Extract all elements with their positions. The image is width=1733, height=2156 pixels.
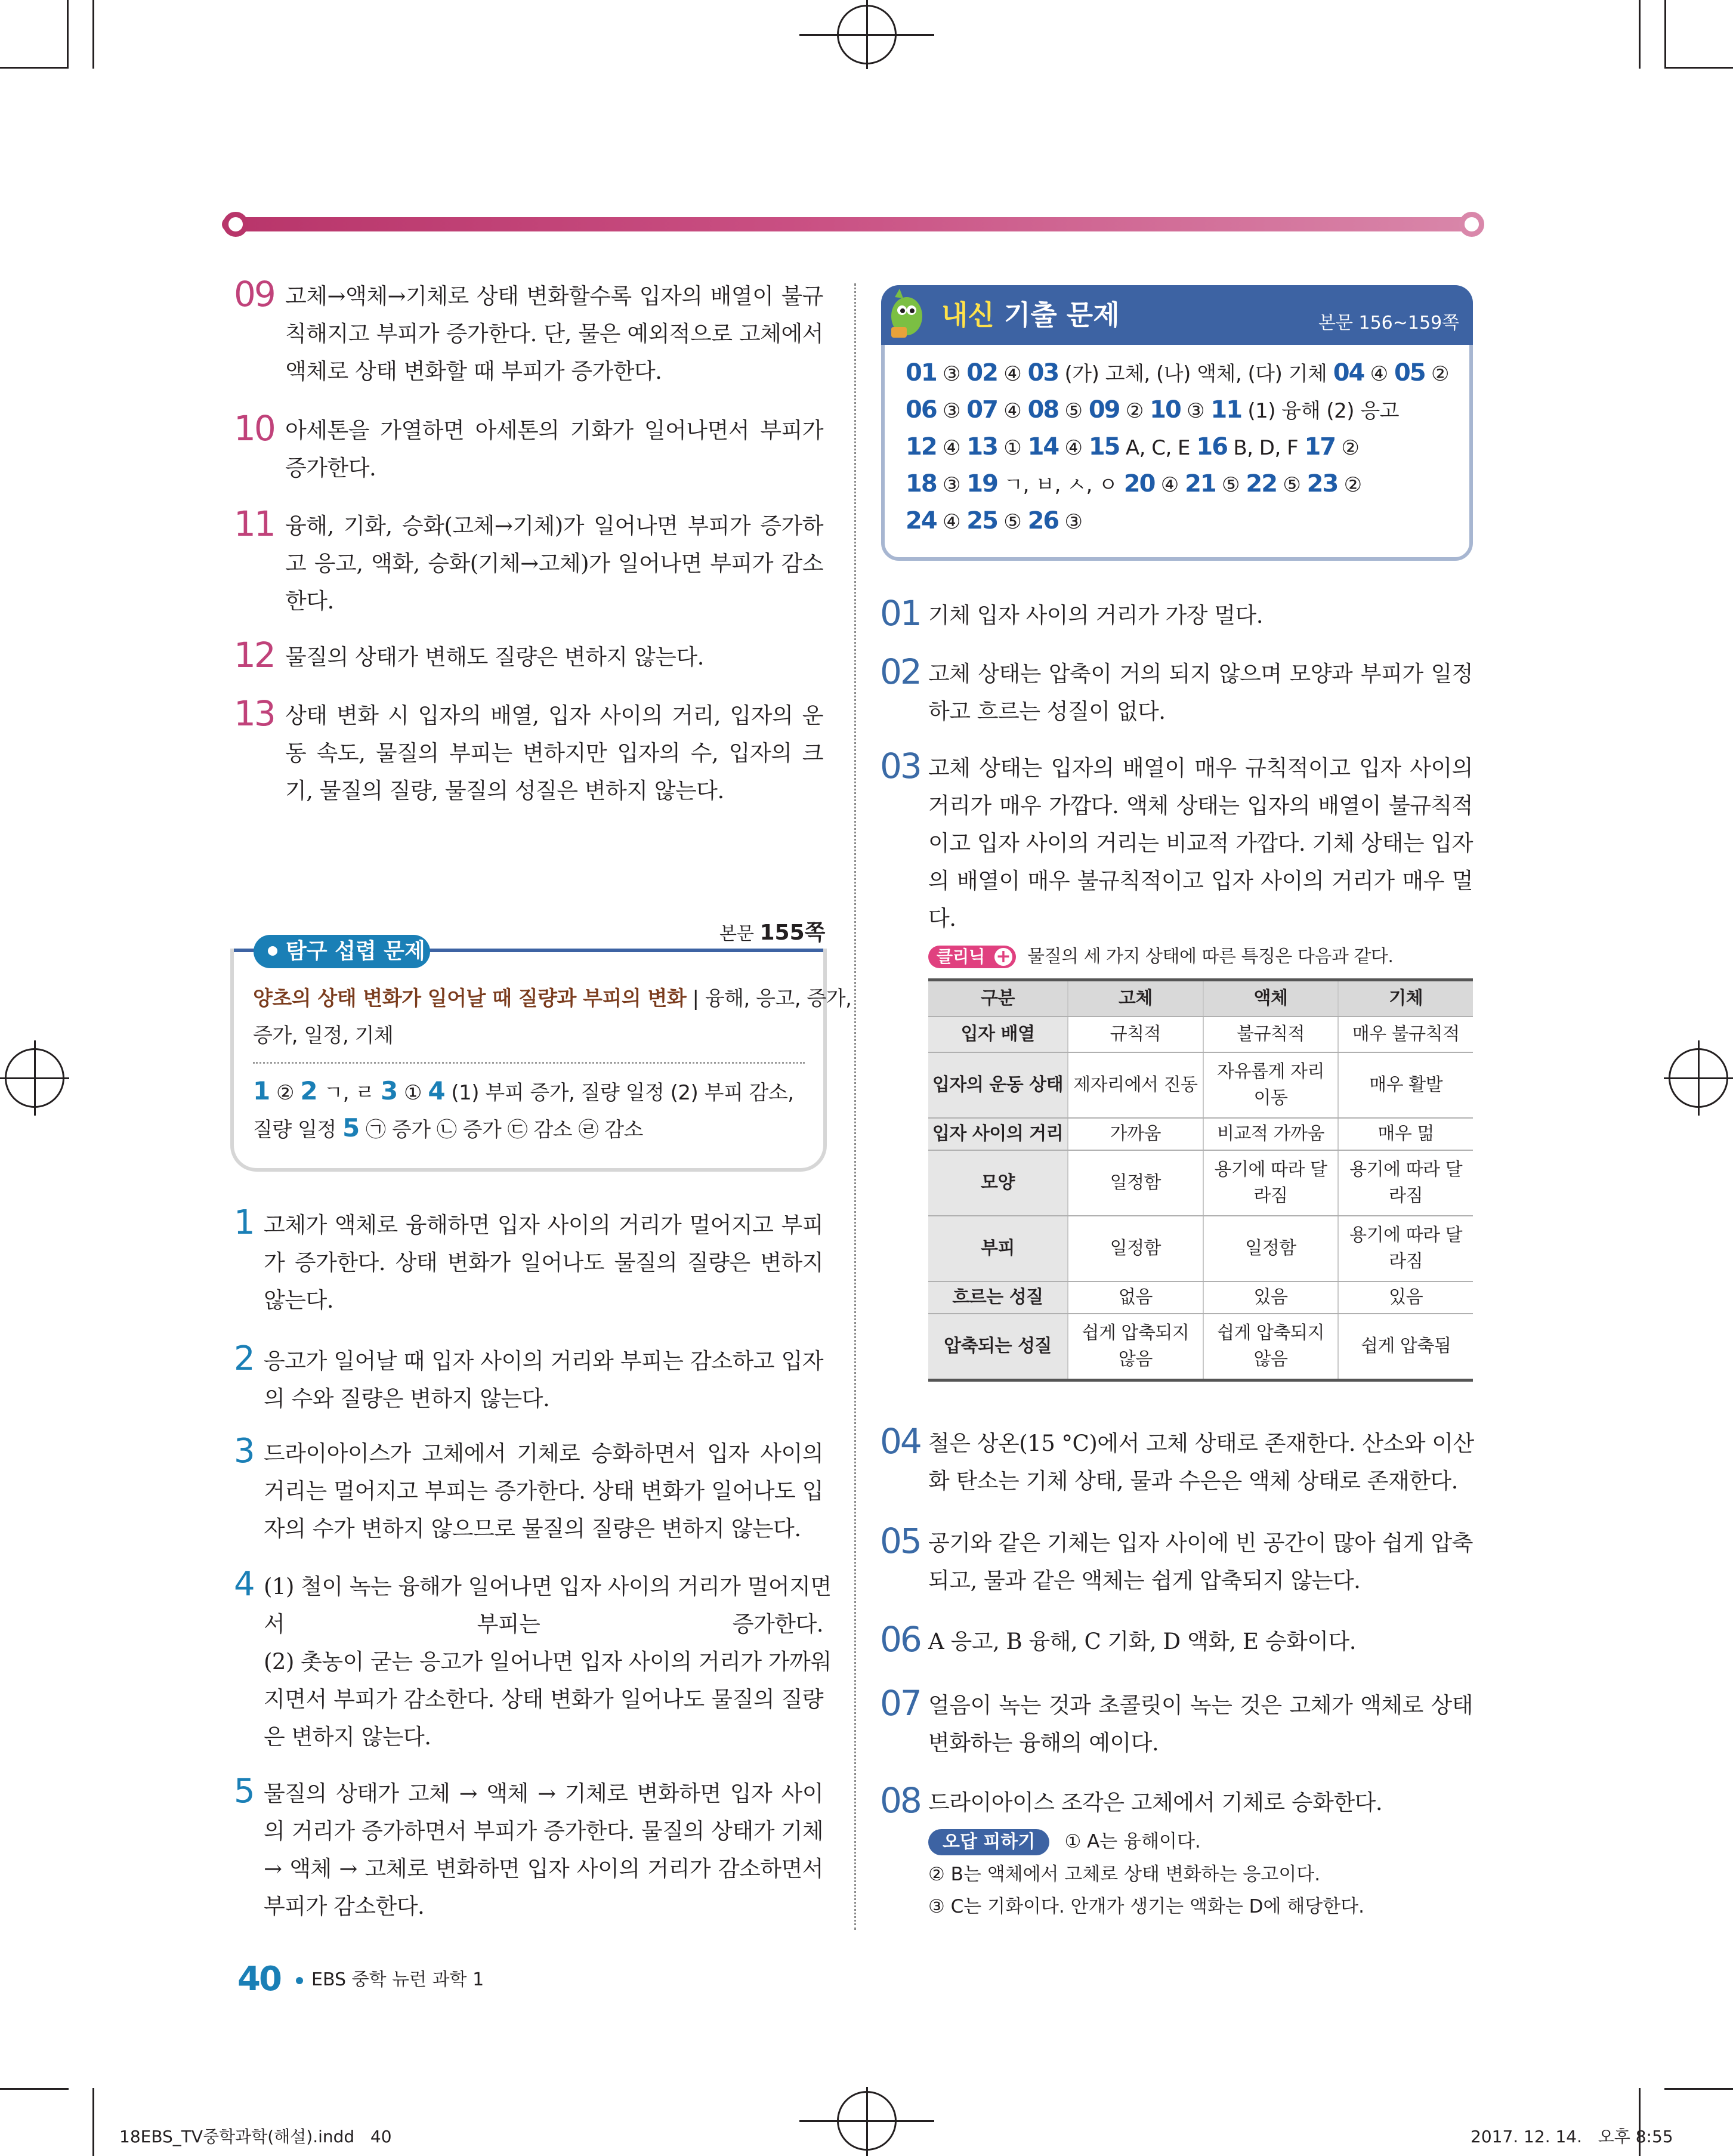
item-line: 상태 변화 시 입자의 배열, 입자 사이의 거리, 입자의 운 <box>285 703 823 728</box>
inquiry-answer-text: ㄱ, ㄹ <box>317 1081 381 1105</box>
table-row <box>928 1216 1473 1281</box>
table-row-header: 모양 <box>928 1150 1068 1216</box>
table-cell: 자유롭게 자리 이동 <box>1203 1052 1339 1118</box>
exam-answer-number: 05 <box>1394 359 1425 387</box>
table-cell: 용기에 따라 달라짐 <box>1338 1216 1473 1281</box>
item-number: 04 <box>880 1421 920 1462</box>
item-text <box>264 1342 823 1417</box>
table-row <box>928 1017 1473 1052</box>
item-line: 이고 입자 사이의 거리는 비교적 가깝다. 기체 상태는 입자 <box>928 830 1473 856</box>
inquiry-topic-line2: 증가, 일정, 기체 <box>253 1024 394 1048</box>
item-line: 고체→액체→기체로 상태 변화할수록 입자의 배열이 불규 <box>285 283 823 309</box>
item-line: 의 배열이 매우 불규칙적이고 입자 사이의 거리가 매우 멀 <box>928 868 1473 894</box>
item-line: 서 부피는 증가한다. <box>264 1611 823 1637</box>
registration-mark-left <box>34 1040 36 1116</box>
inquiry-ans2-num: 5 <box>342 1113 360 1142</box>
inquiry-separator <box>253 1062 805 1064</box>
item-line: 한다. <box>285 588 334 614</box>
table-cell: 쉽게 압축됨 <box>1338 1314 1473 1380</box>
table-cell: 비교적 가까움 <box>1203 1118 1339 1150</box>
exam-ref: 본문 156~159쪽 <box>1318 313 1460 333</box>
exam-answer-number: 21 <box>1185 470 1216 498</box>
item-number: 2 <box>234 1339 254 1378</box>
inquiry-title <box>254 935 430 968</box>
exam-answer-number: 06 <box>906 396 937 424</box>
item-line: 고체 상태는 압축이 거의 되지 않으며 모양과 부피가 일정 <box>928 661 1473 687</box>
crop-mark <box>1639 0 1641 69</box>
item-line: 가 증가한다. 상태 변화가 일어나도 물질의 질량은 변하지 <box>264 1250 823 1275</box>
exam-answer-row <box>906 428 1359 467</box>
table-header-cell: 액체 <box>1203 980 1339 1017</box>
item-line: 지면서 부피가 감소한다. 상태 변화가 일어나도 물질의 질량 <box>264 1687 823 1712</box>
slug-time: 2017. 12. 14. 오후 8:55 <box>1471 2127 1673 2146</box>
table-cell: 없음 <box>1068 1281 1203 1314</box>
item-number: 10 <box>234 408 274 449</box>
item-line: (1) 철이 녹는 융해가 일어나면 입자 사이의 거리가 멀어지면 <box>264 1574 832 1599</box>
exam-answer-value: B, D, F <box>1227 436 1299 460</box>
item-text <box>928 1524 1473 1599</box>
crop-mark <box>92 0 94 69</box>
table-row <box>928 1314 1473 1380</box>
clinic-line <box>928 941 1393 968</box>
table-cell: 쉽게 압축되지 않음 <box>1068 1314 1203 1380</box>
exam-answer-value: (가) 고체, (나) 액체, (다) 기체 <box>1058 362 1327 386</box>
table-header-cell: 구분 <box>928 980 1068 1017</box>
table-cell: 제자리에서 진동 <box>1068 1052 1203 1118</box>
exam-answer-number: 16 <box>1196 433 1228 461</box>
header-bar-dot <box>1459 212 1484 237</box>
exam-answer-number: 07 <box>966 396 997 424</box>
item-line: 드라이아이스 조각은 고체에서 기체로 승화한다. <box>928 1790 1383 1815</box>
inquiry-ans2-post: ㉠ 증가 ㉡ 증가 ㉢ 감소 ㉣ 감소 <box>359 1118 643 1142</box>
item-number: 06 <box>880 1619 920 1660</box>
table-row-header: 입자 사이의 거리 <box>928 1118 1068 1150</box>
exam-answer-number: 03 <box>1027 359 1059 387</box>
item-line: 의 거리가 증가하면서 부피가 증가한다. 물질의 상태가 기체 <box>264 1818 823 1844</box>
exam-answer-value: ④ <box>1058 436 1083 460</box>
table-cell: 매우 불규칙적 <box>1338 1017 1473 1052</box>
item-line: (2) 촛농이 굳는 응고가 일어나면 입자 사이의 거리가 가까워 <box>264 1649 832 1675</box>
crop-mark <box>0 2088 69 2090</box>
table-row-header: 흐르는 성질 <box>928 1281 1068 1314</box>
mascot-icon <box>883 285 931 345</box>
table-header-row <box>928 980 1473 1017</box>
inquiry-ref-label: 본문 <box>719 923 760 944</box>
table-row <box>928 1052 1473 1118</box>
item-line: 융해, 기화, 승화(고체→기체)가 일어나면 부피가 증가하 <box>285 513 823 539</box>
item-line: 응고가 일어날 때 입자 사이의 거리와 부피는 감소하고 입자 <box>264 1348 823 1374</box>
item-text <box>285 697 823 810</box>
inquiry-title-text: 탐구 섭렵 문제 <box>286 939 425 963</box>
item-line: 하고 흐르는 성질이 없다. <box>928 699 1166 724</box>
table-cell: 불규칙적 <box>1203 1017 1339 1052</box>
item-line: 의 수와 질량은 변하지 않는다. <box>264 1386 550 1411</box>
exam-answer-value: ② <box>1335 436 1360 460</box>
item-line: 동 속도, 물질의 부피는 변하지만 입자의 수, 입자의 크 <box>285 740 823 766</box>
exam-answer-number: 20 <box>1123 470 1155 498</box>
slug-file: 18EBS_TV중학과학(해설).indd 40 <box>119 2127 392 2146</box>
inquiry-topic <box>253 980 851 1017</box>
exam-answer-number: 01 <box>906 359 937 387</box>
avoid-text: ③ C는 기화이다. 안개가 생기는 액화는 D에 해당한다. <box>928 1896 1364 1917</box>
table-cell: 쉽게 압축되지 않음 <box>1203 1314 1339 1380</box>
table-row-header: 압축되는 성질 <box>928 1314 1068 1380</box>
item-number: 09 <box>234 274 274 314</box>
item-line: 물질의 상태가 변해도 질량은 변하지 않는다. <box>285 644 704 670</box>
exam-answer-value: ④ <box>936 510 960 534</box>
exam-answer-value: ⑤ <box>1215 473 1240 497</box>
clinic-text: 물질의 세 가지 상태에 따른 특징은 다음과 같다. <box>1027 946 1394 967</box>
item-line: 칙해지고 부피가 증가한다. 단, 물은 예외적으로 고체에서 <box>285 321 823 347</box>
registration-mark-bottom <box>866 2087 868 2156</box>
item-number: 02 <box>880 651 920 692</box>
exam-answer-number: 02 <box>966 359 997 387</box>
item-number: 07 <box>880 1683 920 1723</box>
registration-mark-top <box>866 0 868 69</box>
header-bar <box>222 217 1483 231</box>
avoid-badge: 오답 피하기 <box>928 1829 1049 1855</box>
exam-answer-number: 23 <box>1306 470 1338 498</box>
avoid-text: ① A는 융해이다. <box>1064 1831 1201 1852</box>
inquiry-answer-number: 1 <box>253 1076 270 1105</box>
exam-answer-value: ④ <box>997 399 1022 423</box>
inquiry-ref-page: 155쪽 <box>759 921 826 945</box>
item-number: 13 <box>234 693 274 734</box>
item-line: 철은 상온(15 °C)에서 고체 상태로 존재한다. 산소와 이산 <box>928 1431 1474 1456</box>
exam-answer-value: ② <box>1425 362 1449 386</box>
exam-answer-value: ③ <box>936 362 960 386</box>
item-line: 아세톤을 가열하면 아세톤의 기화가 일어나면서 부피가 <box>285 418 823 443</box>
item-number: 3 <box>234 1432 254 1471</box>
item-text <box>928 597 1473 634</box>
exam-answer-number: 24 <box>906 507 937 535</box>
item-text <box>285 507 823 620</box>
exam-answer-value: ③ <box>1058 510 1083 534</box>
item-line: 거리가 매우 가깝다. 액체 상태는 입자의 배열이 불규칙적 <box>928 793 1473 818</box>
item-text <box>264 1775 823 1925</box>
crop-mark <box>1664 0 1666 69</box>
table-row <box>928 1118 1473 1150</box>
item-line: → 액체 → 고체로 변화하면 입자 사이의 거리가 감소하면서 <box>264 1856 823 1882</box>
exam-answer-number: 22 <box>1246 470 1277 498</box>
item-line: 고체가 액체로 융해하면 입자 사이의 거리가 멀어지고 부피 <box>264 1212 823 1238</box>
exam-answer-value: ④ <box>936 436 960 460</box>
item-number: 05 <box>880 1521 920 1561</box>
exam-answer-row <box>906 465 1362 504</box>
item-text <box>285 638 823 676</box>
item-text <box>285 277 823 390</box>
item-text <box>264 1206 823 1319</box>
exam-answer-value: ② <box>1337 473 1362 497</box>
exam-title-b: 기출 문제 <box>994 299 1120 331</box>
item-number: 5 <box>234 1772 254 1811</box>
avoid-line1 <box>928 1826 1201 1855</box>
exam-answer-value: ⑤ <box>997 510 1022 534</box>
item-text <box>928 1425 1473 1500</box>
exam-answer-number: 11 <box>1210 396 1242 424</box>
exam-answer-number: 26 <box>1027 507 1059 535</box>
item-number: 4 <box>234 1565 254 1604</box>
inquiry-answer-number: 3 <box>381 1076 398 1105</box>
table-cell: 매우 멂 <box>1338 1118 1473 1150</box>
exam-answer-number: 25 <box>966 507 997 535</box>
inquiry-answer-number: 4 <box>428 1076 446 1105</box>
inquiry-answer-text: (1) 부피 증가, 질량 일정 (2) 부피 감소, <box>445 1081 794 1105</box>
exam-answer-value: ⑤ <box>1277 473 1301 497</box>
exam-answer-number: 14 <box>1027 433 1059 461</box>
header-bar-dot <box>223 212 248 237</box>
clinic-plus-icon: + <box>994 948 1012 966</box>
item-number: 11 <box>234 504 274 544</box>
table-header-cell: 고체 <box>1068 980 1203 1017</box>
exam-answer-value: ④ <box>997 362 1022 386</box>
page-number: 40 <box>237 1960 280 1999</box>
crop-mark <box>67 0 69 69</box>
exam-answer-number: 09 <box>1088 396 1120 424</box>
item-line: 증가한다. <box>285 455 376 481</box>
item-line: 기, 물질의 질량, 물질의 성질은 변하지 않는다. <box>285 778 724 804</box>
item-line: 되고, 물과 같은 액체는 쉽게 압축되지 않는다. <box>928 1568 1361 1593</box>
exam-answer-value: ③ <box>936 399 960 423</box>
item-line: 고체 상태는 입자의 배열이 매우 규칙적이고 입자 사이의 <box>928 755 1473 781</box>
crop-mark <box>0 67 69 69</box>
table-cell: 일정함 <box>1068 1216 1203 1281</box>
exam-answer-number: 10 <box>1150 396 1181 424</box>
exam-answer-value: ③ <box>1180 399 1205 423</box>
exam-answer-number: 12 <box>906 433 937 461</box>
item-number: 01 <box>880 593 920 634</box>
table-cell: 용기에 따라 달라짐 <box>1338 1150 1473 1216</box>
crop-mark <box>1664 2088 1733 2090</box>
item-line: 물질의 상태가 고체 → 액체 → 기체로 변화하면 입자 사이 <box>264 1781 823 1806</box>
inquiry-answer-text: ① <box>397 1081 428 1105</box>
clinic-badge <box>928 946 1016 968</box>
item-text <box>285 412 823 487</box>
item-line: 고 응고, 액화, 승화(기체→고체)가 일어나면 부피가 감소 <box>285 551 823 576</box>
inquiry-answer-number: 2 <box>300 1076 318 1105</box>
item-line: 공기와 같은 기체는 입자 사이에 빈 공간이 많아 쉽게 압축 <box>928 1530 1473 1556</box>
item-text <box>928 1687 1473 1762</box>
exam-answer-row <box>906 354 1449 393</box>
table-cell: 있음 <box>1203 1281 1339 1314</box>
item-text <box>264 1435 823 1547</box>
item-line: 드라이아이스가 고체에서 기체로 승화하면서 입자 사이의 <box>264 1441 823 1466</box>
item-line: 얼음이 녹는 것과 초콜릿이 녹는 것은 고체가 액체로 상태 <box>928 1692 1473 1718</box>
item-line: 은 변하지 않는다. <box>264 1724 431 1750</box>
table-row <box>928 1281 1473 1314</box>
exam-answer-number: 04 <box>1333 359 1364 387</box>
item-text <box>928 1623 1473 1660</box>
item-number: 12 <box>234 635 274 675</box>
exam-answer-number: 19 <box>966 470 997 498</box>
table-row-header: 입자의 운동 상태 <box>928 1052 1068 1118</box>
table-header-cell: 기체 <box>1338 980 1473 1017</box>
item-number: 1 <box>234 1203 254 1242</box>
exam-answer-row <box>906 391 1399 430</box>
footer-dot <box>296 1977 303 1984</box>
table-cell: 일정함 <box>1203 1216 1339 1281</box>
item-line: 거리는 멀어지고 부피는 증가한다. 상태 변화가 일어나도 입 <box>264 1478 823 1504</box>
exam-answer-row <box>906 502 1083 540</box>
exam-answer-value: ② <box>1119 399 1144 423</box>
inquiry-answers-line1 <box>253 1073 794 1111</box>
avoid-text: ② B는 액체에서 고체로 상태 변화하는 응고이다. <box>928 1864 1321 1885</box>
exam-answer-value: ④ <box>1364 362 1388 386</box>
item-line: 변화하는 융해의 예이다. <box>928 1730 1159 1756</box>
exam-answer-value: ① <box>997 436 1022 460</box>
exam-answer-value: (1) 융해 (2) 응고 <box>1241 399 1400 423</box>
registration-mark-right <box>1698 1040 1700 1116</box>
table-cell: 일정함 <box>1068 1150 1203 1216</box>
exam-answer-value: ⑤ <box>1058 399 1083 423</box>
exam-answer-number: 08 <box>1027 396 1059 424</box>
item-line: 화 탄소는 기체 상태, 물과 수은은 액체 상태로 존재한다. <box>928 1468 1458 1494</box>
states-table <box>928 978 1473 1382</box>
exam-answer-number: 17 <box>1304 433 1336 461</box>
item-text <box>928 749 1473 937</box>
table-row-header: 입자 배열 <box>928 1017 1068 1052</box>
exam-answer-value: A, C, E <box>1119 436 1191 460</box>
exam-answer-value: ㄱ, ㅂ, ㅅ, ㅇ <box>997 473 1118 497</box>
clinic-label: 클리닉 <box>937 947 986 966</box>
exam-answer-number: 18 <box>906 470 937 498</box>
item-text <box>264 1568 832 1756</box>
item-number: 08 <box>880 1780 920 1821</box>
item-text <box>928 655 1473 730</box>
table-cell: 매우 활발 <box>1338 1052 1473 1118</box>
exam-answer-value: ④ <box>1154 473 1179 497</box>
footer-book-title: EBS 중학 뉴런 과학 1 <box>311 1969 484 1990</box>
exam-title-a: 내신 <box>941 299 994 331</box>
item-line: 자의 수가 변하지 않으므로 물질의 질량은 변하지 않는다. <box>264 1516 801 1542</box>
item-line: 기체 입자 사이의 거리가 가장 멀다. <box>928 603 1263 628</box>
inquiry-topic-rest: | 융해, 응고, 증가, <box>686 987 852 1011</box>
column-divider <box>854 283 856 1930</box>
exam-answer-number: 15 <box>1088 433 1120 461</box>
table-row-header: 부피 <box>928 1216 1068 1281</box>
item-text <box>928 1784 1473 1821</box>
inquiry-answers-line2 <box>253 1110 643 1148</box>
inquiry-topic-title: 양초의 상태 변화가 일어날 때 질량과 부피의 변화 <box>253 987 687 1011</box>
inquiry-answer-text: ② <box>270 1081 301 1105</box>
item-line: A 응고, B 융해, C 기화, D 액화, E 승화이다. <box>928 1629 1356 1654</box>
inquiry-ref <box>719 919 825 949</box>
item-line: 않는다. <box>264 1287 333 1313</box>
crop-mark <box>1664 67 1733 69</box>
table-cell: 가까움 <box>1068 1118 1203 1150</box>
crop-mark <box>92 2088 94 2156</box>
item-line: 액체로 상태 변화할 때 부피가 증가한다. <box>285 359 662 384</box>
item-line: 부피가 감소한다. <box>264 1894 425 1919</box>
item-number: 03 <box>880 746 920 786</box>
table-cell: 규칙적 <box>1068 1017 1203 1052</box>
table-cell: 있음 <box>1338 1281 1473 1314</box>
inquiry-ans2-pre: 질량 일정 <box>253 1118 342 1142</box>
exam-title <box>941 298 1120 332</box>
table-cell: 용기에 따라 달라짐 <box>1203 1150 1339 1216</box>
item-line: 다. <box>928 906 956 931</box>
exam-answer-value: ③ <box>936 473 960 497</box>
exam-answer-number: 13 <box>966 433 997 461</box>
table-row <box>928 1150 1473 1216</box>
